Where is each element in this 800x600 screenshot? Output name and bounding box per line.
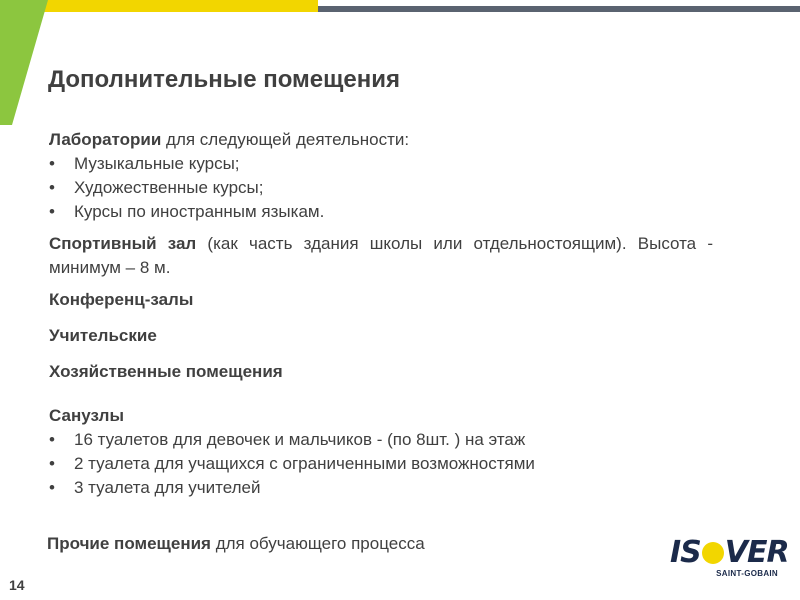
green-accent-wedge	[0, 0, 48, 125]
logo-wordmark	[670, 535, 789, 570]
other-rooms-text: для обучающего процесса	[210, 534, 425, 553]
other-rooms-paragraph	[47, 532, 425, 556]
labs-list	[49, 152, 713, 224]
gym-heading: Спортивный зал	[49, 234, 197, 253]
list-item: • 3 туалета для учителей	[49, 476, 713, 500]
slide-content	[49, 128, 713, 500]
top-accent-bar-gray	[318, 6, 800, 12]
labs-heading-rest: для следующей деятельности:	[161, 130, 410, 149]
list-item: • Курсы по иностранным языкам.	[49, 200, 713, 224]
conference-heading: Конференц-залы	[49, 290, 194, 309]
other-rooms-heading: Прочие помещения	[47, 534, 211, 553]
logo-tagline: SAINT-GOBAIN	[716, 569, 778, 578]
list-item: • Художественные курсы;	[49, 176, 713, 200]
teachers-heading: Учительские	[49, 326, 157, 345]
list-item: • 2 туалета для учащихся с ограниченными возможностями	[49, 452, 713, 476]
logo-word-left: IS	[670, 535, 701, 570]
utility-heading: Хозяйственные помещения	[49, 362, 283, 381]
logo-word-right: VER	[724, 535, 789, 570]
toilets-heading: Санузлы	[49, 406, 124, 425]
list-item: • 16 туалетов для девочек и мальчиков - (по 8шт. ) на этаж	[49, 428, 713, 452]
toilets-list	[49, 428, 713, 500]
isover-logo	[670, 535, 789, 580]
logo-o-circle-icon	[702, 542, 724, 564]
page-number: 14	[9, 577, 25, 593]
page-title: Дополнительные помещения	[48, 66, 401, 93]
gym-paragraph	[49, 232, 713, 280]
list-item: • Музыкальные курсы;	[49, 152, 713, 176]
labs-heading: Лаборатории	[49, 130, 162, 149]
gym-text: (как часть здания школы или отдельностоящим). Высота - минимум – 8 м.	[49, 234, 713, 277]
labs-paragraph	[49, 128, 713, 152]
